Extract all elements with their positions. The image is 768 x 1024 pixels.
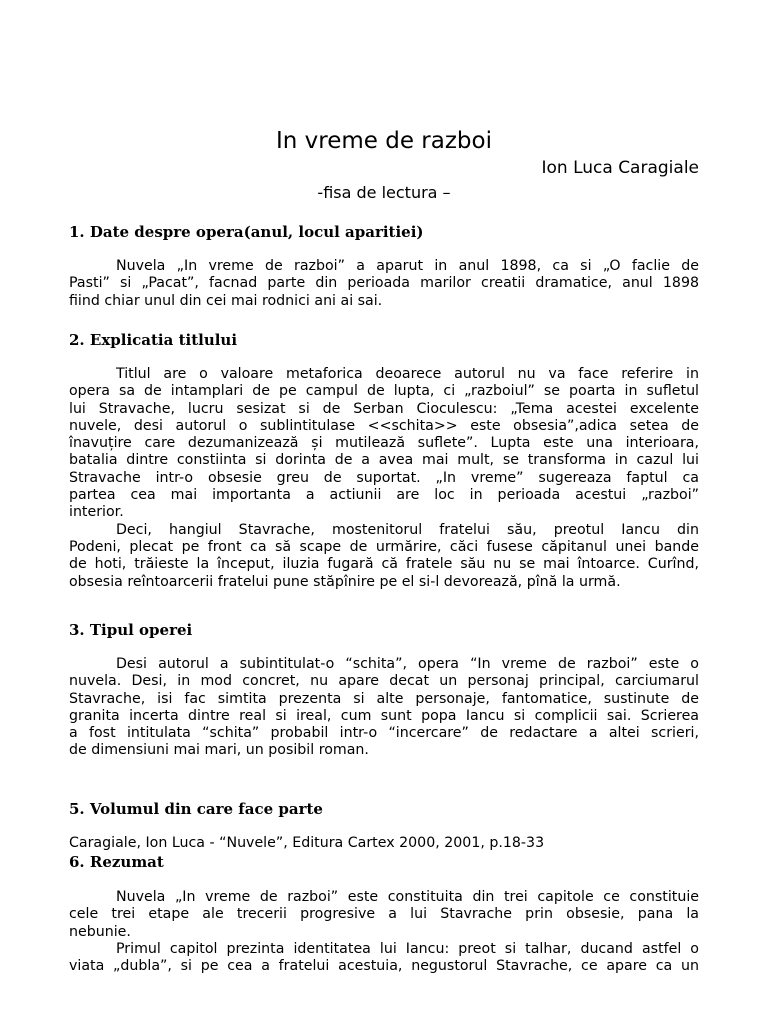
text-line: Desi autorul a subintitulat-o “schita”, opera “In vreme de razboi” este o (116, 656, 699, 672)
text-line: Podeni, plecat pe front ca să scape de urmărire, căci fusese căpitanul unei bande (69, 538, 699, 555)
text-line: Deci, hangiul Stavrache, mostenitorul fratelui său, preotul Iancu din (116, 521, 699, 538)
section-5-paragraph (69, 835, 699, 852)
text-line: nebunie. (69, 923, 131, 940)
text-line: Titlul are o valoare metaforica deoarece autorul nu va face referire in (116, 366, 699, 382)
text-line: Stravache intr-o obsesie greu de suportat. „In vreme” sugereaza faptul ca (69, 469, 699, 486)
text-line: a fost intitulata “schita” probabil intr-o “incercare” de redactare a altei scrieri, (69, 725, 699, 742)
document-title: In vreme de razboi (276, 128, 492, 154)
section-2-paragraph (69, 366, 699, 591)
text-line: Primul capitol prezinta identitatea lui Iancu: preot si talhar, ducand astfel o (116, 940, 699, 957)
text-line: lui Stravache, lucru sesizat si de Serban Cioculescu: „Tema acestei excelente (69, 400, 699, 417)
text-line: viata „dubla”, si pe cea a fratelui acestuia, negustorul Stavrache, ce apare ca un (69, 958, 699, 975)
text-line: fiind chiar unul din cei mai rodnici ani ai sai. (69, 292, 383, 309)
section-2-heading: 2. Explicatia titlului (69, 331, 238, 349)
text-line: înavuțire care dezumanizează și mutilează suflete”. Lupta este una interioara, (69, 435, 699, 452)
section-1-paragraph (69, 258, 699, 310)
section-5-heading: 5. Volumul din care face parte (69, 800, 323, 818)
text-line: de dimensiuni mai mari, un posibil roman. (69, 742, 369, 759)
text-line: nuvele, desi autorul o sublintitulase <<schita>> este obsesia”,adica setea de (69, 417, 699, 434)
section-3-paragraph (69, 656, 699, 760)
text-line: Caragiale, Ion Luca - “Nuvele”, Editura Cartex 2000, 2001, p.18-33 (69, 835, 545, 851)
text-line: partea cea mai importanta a actiunii are loc in perioada acestui „razboi” (69, 487, 699, 504)
text-line: granita incerta dintre real si ireal, cum sunt popa Iancu si complicii sai. Scrierea (69, 707, 699, 724)
text-line: Pasti” si „Pacat”, facnad parte din perioada marilor creatii dramatice, anul 1898 (69, 275, 699, 292)
text-line: Nuvela „In vreme de razboi” este constituita din trei capitole ce constituie (116, 889, 699, 905)
text-line: obsesia reîntoarcerii fratelui pune stăpînire pe el si-l devorează, pînă la urmă. (69, 573, 621, 590)
text-line: interior. (69, 504, 124, 521)
section-1-heading: 1. Date despre opera(anul, locul aparitiei) (69, 223, 424, 241)
text-line: Stavrache, isi fac simtita prezenta si alte personaje, fantomatice, sustinute de (69, 690, 699, 707)
section-6-heading: 6. Rezumat (69, 853, 164, 871)
section-6-paragraph (69, 889, 699, 975)
text-line: de hoti, trăieste la început, iluzia fugară că fratele său nu se mai întoarce. Curînd, (69, 556, 699, 573)
author-name: Ion Luca Caragiale (541, 158, 699, 178)
text-line: nuvela. Desi, in mod concret, nu apare decat un personaj principal, carciumarul (69, 673, 699, 690)
section-3-heading: 3. Tipul operei (69, 621, 193, 639)
text-line: Nuvela „In vreme de razboi” a aparut in anul 1898, ca si „O faclie de (116, 258, 699, 274)
text-line: cele trei etape ale trecerii progresive a lui Stavrache prin obsesie, pana la (69, 906, 699, 923)
text-line: batalia dintre constiinta si dorinta de a avea mai mult, se transforma in cazul lui (69, 452, 699, 469)
document-subtitle: -fisa de lectura – (317, 183, 451, 202)
text-line: opera sa de intamplari de pe campul de lupta, ci „razboiul” se poarta in sufletul (69, 383, 699, 400)
